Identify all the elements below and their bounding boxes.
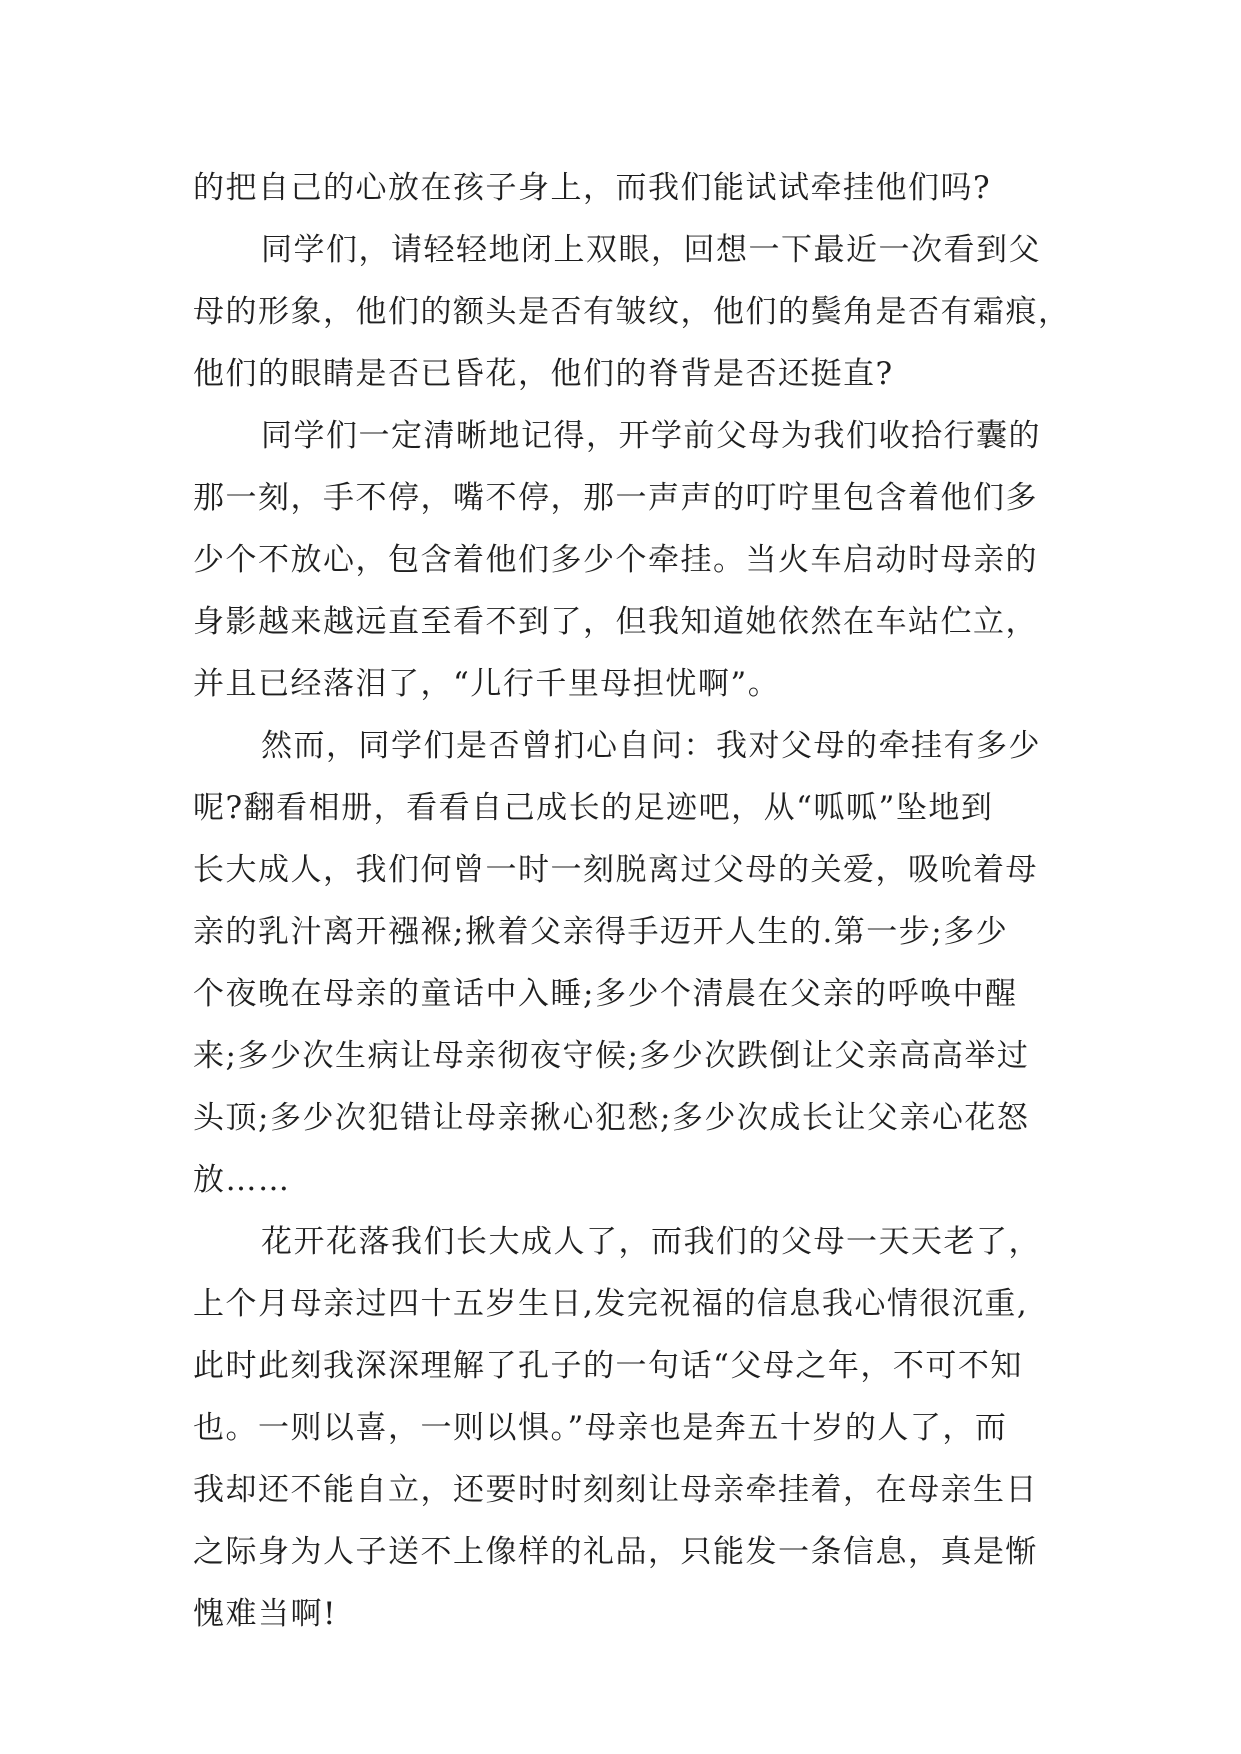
paragraph-1 bbox=[193, 157, 1055, 219]
text-line: 也。一则以喜，一则以惧。”母亲也是奔五十岁的人了，而 bbox=[193, 1410, 1008, 1446]
text-line: 头顶;多少次犯错让母亲揪心犯愁;多少次成长让父亲心花怒 bbox=[193, 1100, 1030, 1136]
text-line: 身影越来越远直至看不到了，但我知道她依然在车站伫立， bbox=[193, 604, 1038, 640]
text-line: 此时此刻我深深理解了孔子的一句话“父母之年，不可不知 bbox=[193, 1348, 1023, 1384]
text-line: 长大成人，我们何曾一时一刻脱离过父母的关爱，吸吮着母 bbox=[193, 852, 1038, 888]
text-line: 同学们，请轻轻地闭上双眼，回想一下最近一次看到父 bbox=[261, 232, 1041, 268]
text-line: 的把自己的心放在孩子身上，而我们能试试牵挂他们吗? bbox=[193, 170, 992, 206]
document-page bbox=[193, 157, 1071, 1645]
text-line: 母的形象，他们的额头是否有皱纹，他们的鬓角是否有霜痕， bbox=[193, 294, 1071, 330]
text-line: 少个不放心，包含着他们多少个牵挂。当火车启动时母亲的 bbox=[193, 542, 1038, 578]
paragraph-5 bbox=[193, 1211, 1055, 1645]
text-line: 并且已经落泪了，“儿行千里母担忧啊”。 bbox=[193, 666, 781, 702]
paragraph-3 bbox=[193, 405, 1055, 715]
paragraph-2 bbox=[193, 219, 1071, 405]
text-line: 来;多少次生病让母亲彻夜守候;多少次跌倒让父亲高高举过 bbox=[193, 1038, 1030, 1074]
text-line: 亲的乳汁离开襁褓;揪着父亲得手迈开人生的.第一步;多少 bbox=[193, 914, 1009, 950]
text-line: 呢?翻看相册，看看自己成长的足迹吧，从“呱呱”坠地到 bbox=[193, 790, 994, 826]
text-line: 花开花落我们长大成人了，而我们的父母一天天老了， bbox=[261, 1224, 1041, 1260]
paragraph-4 bbox=[193, 715, 1055, 1211]
text-line: 我却还不能自立，还要时时刻刻让母亲牵挂着，在母亲生日 bbox=[193, 1472, 1038, 1508]
text-line: 他们的眼睛是否已昏花，他们的脊背是否还挺直? bbox=[193, 356, 894, 392]
text-line: 同学们一定清晰地记得，开学前父母为我们收拾行囊的 bbox=[261, 418, 1041, 454]
text-line: 放…… bbox=[193, 1162, 291, 1198]
text-line: 然而，同学们是否曾扪心自问：我对父母的牵挂有多少 bbox=[261, 728, 1041, 764]
text-line: 那一刻，手不停，嘴不停，那一声声的叮咛里包含着他们多 bbox=[193, 480, 1038, 516]
text-line: 个夜晚在母亲的童话中入睡;多少个清晨在父亲的呼唤中醒 bbox=[193, 976, 1018, 1012]
text-line: 之际身为人子送不上像样的礼品，只能发一条信息，真是惭 bbox=[193, 1534, 1038, 1570]
text-line: 上个月母亲过四十五岁生日,发完祝福的信息我心情很沉重, bbox=[193, 1286, 1029, 1322]
text-line: 愧难当啊! bbox=[193, 1596, 337, 1632]
